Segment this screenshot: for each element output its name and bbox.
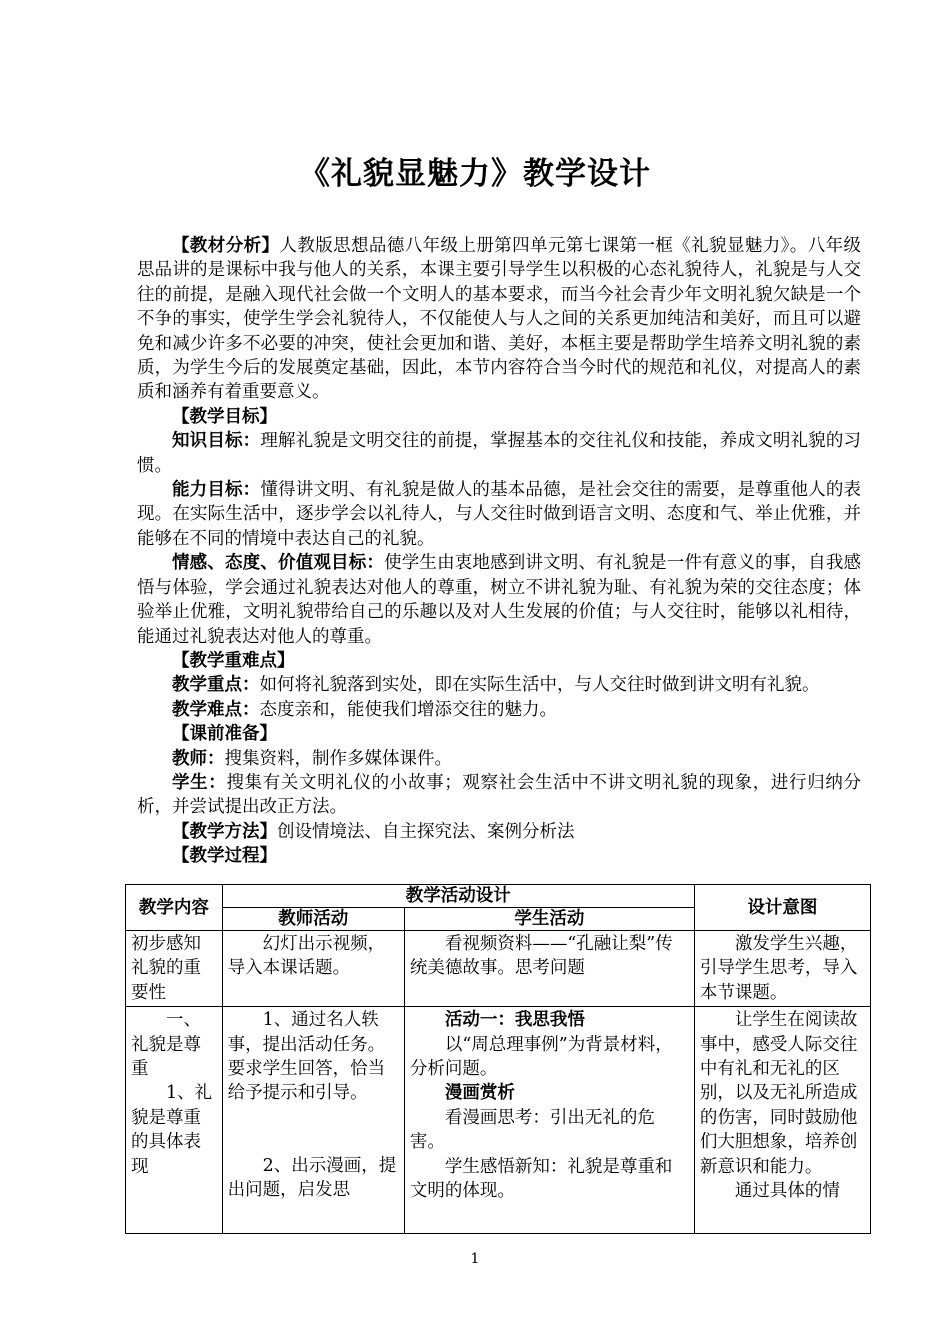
table-header-row (126, 885, 871, 908)
header-intent: 设计意图 (694, 885, 870, 931)
ability-goal (137, 478, 861, 551)
row2-content-b: 1、礼貌是尊重的具体表现 (131, 1083, 213, 1177)
difficult-point (137, 698, 861, 722)
teacher-prep (137, 747, 861, 771)
row2-intent-a: 让学生在阅读故事中，感受人际交往中有礼和无礼的区别，以及无礼所造成的伤害，同时鼓励他们大胆想象，培养创新意识和能力。 (699, 1010, 858, 1177)
method-paragraph (137, 820, 861, 844)
prep-heading (137, 722, 861, 746)
row2-teacher-b: 2、出示漫画，提出问题，启发思 (227, 1155, 397, 1201)
knowledge-goal-text: 理解礼貌是文明交往的前提，掌握基本的交往礼仪和技能，养成文明礼貌的习惯。 (137, 431, 862, 476)
emotion-goal (137, 551, 861, 649)
spacer (228, 1106, 399, 1154)
row2-teacher-a: 1、通过名人轶事，提出活动任务。要求学生回答，恰当给予提示和引导。 (227, 1010, 386, 1104)
method-text: 创设情境法、自主探究法、案例分析法 (277, 821, 575, 842)
row1-intent-text: 激发学生兴趣，引导学生思考，导入本节课题。 (699, 934, 858, 1003)
row2-content-a: 一、礼貌是尊重 (131, 1010, 201, 1080)
emotion-goal-text: 使学生由衷地感到讲文明、有礼貌是一件有意义的事，自我感悟与体验，学会通过礼貌表达对他人的尊重，树立不讲礼貌为耻、有礼貌为荣的交往态度；体验举止优雅，文明礼貌带给自己的乐趣以及对人生发展的价值；与人交往时，能够以礼相待，能通过礼貌表达对他人的尊重。 (137, 553, 862, 647)
row1-student (404, 931, 694, 1007)
student-prep-label: 学生： (172, 772, 227, 793)
analysis-text: 人教版思想品德八年级上册第四单元第七课第一框《礼貌显魅力》。八年级思品讲的是课标中我与他人的关系，本课主要引导学生以积极的心态礼貌待人，礼貌是与人交往的前提，是融入现代社会做一个文明人的基本要求，而当今社会青少年文明礼貌欠缺是一个不争的事实，使学生学会礼貌待人，不仅能使人与人之间的关系更加纯洁和美好，而且可以避免和减少许多不必要的冲突，使社会更加和谐、美好，本框主要是帮助学生培养文明礼貌的素质，为学生今后的发展奠定基础，因此，本节内容符合当今时代的规范和礼仪，对提高人的素质和涵养有着重要意义。 (137, 236, 862, 403)
analysis-label: 【教材分析】 (172, 236, 280, 256)
student-prep-text: 搜集有关文明礼仪的小故事；观察社会生活中不讲文明礼貌的现象，进行归纳分析，并尝试提出改正方法。 (137, 772, 862, 818)
key-point-label: 教学重点： (172, 675, 260, 696)
key-point-text: 如何将礼貌落到实处，即在实际生活中，与人交往时做到讲文明有礼貌。 (259, 675, 820, 696)
table-row (126, 931, 871, 1007)
row2-intent (694, 1007, 870, 1234)
document-body (137, 234, 861, 869)
analysis-paragraph (137, 234, 861, 405)
page-number: 1 (470, 1251, 480, 1267)
keypoints-heading (137, 649, 861, 673)
row2-student-p3: 学生感悟新知：礼貌是尊重和文明的体现。 (409, 1156, 673, 1202)
prep-heading-text: 【课前准备】 (172, 724, 277, 745)
row1-content-text: 初步感知礼貌的重要性 (131, 934, 201, 1003)
activity2-title (410, 1081, 689, 1105)
teacher-prep-label: 教师： (172, 748, 225, 769)
row2-student (404, 1007, 694, 1234)
row1-student-text: 看视频资料——“孔融让梨”传统美德故事。思考问题 (409, 934, 673, 979)
row1-content (126, 931, 223, 1007)
difficult-point-text: 态度亲和，能使我们增添交往的魅力。 (259, 699, 557, 720)
activity2-title-text: 漫画赏析 (444, 1083, 515, 1104)
header-activity: 教学活动设计 (222, 885, 694, 908)
header-teacher: 教师活动 (222, 908, 404, 931)
activity1-title-text: 活动一：我思我悟 (444, 1010, 585, 1031)
header-student: 学生活动 (404, 908, 694, 931)
teacher-prep-text: 搜集资料，制作多媒体课件。 (224, 748, 452, 769)
row2-student-p2: 看漫画思考：引出无礼的危害。 (409, 1107, 655, 1153)
knowledge-goal (137, 429, 861, 478)
row2-content (126, 1007, 223, 1234)
row2-student-p1: 以“周总理事例”为背景材料，分析问题。 (409, 1034, 673, 1080)
row1-teacher-text: 幻灯出示视频，导入本课话题。 (227, 934, 386, 979)
knowledge-goal-label: 知识目标： (172, 431, 261, 452)
student-prep (137, 771, 861, 820)
row1-teacher (222, 931, 404, 1007)
row1-intent (694, 931, 870, 1007)
goals-heading-text: 【教学目标】 (172, 406, 277, 427)
ability-goal-text: 懂得讲文明、有礼貌是做人的基本品德，是社会交往的需要，是尊重他人的表现。在实际生活中，逐步学会以礼待人，与人交往时做到语言文明、态度和气、举止优雅，并能够在不同的情境中表达自己的礼貌。 (137, 480, 862, 549)
goals-heading (137, 405, 861, 429)
header-content: 教学内容 (126, 885, 223, 931)
row2-teacher (222, 1007, 404, 1234)
process-heading-text: 【教学过程】 (172, 846, 277, 867)
row2-intent-b: 通过具体的情 (734, 1181, 840, 1202)
ability-goal-label: 能力目标： (172, 480, 261, 501)
difficult-point-label: 教学难点： (172, 699, 260, 720)
method-label: 【教学方法】 (172, 821, 277, 842)
emotion-goal-label: 情感、态度、价值观目标： (172, 553, 385, 574)
document-title: 《礼貌显魅力》教学设计 (299, 156, 651, 192)
table-row (126, 1007, 871, 1234)
process-table (125, 884, 871, 1234)
keypoints-heading-text: 【教学重难点】 (172, 650, 295, 671)
key-point (137, 673, 861, 697)
process-heading (137, 844, 861, 868)
activity1-title (410, 1008, 689, 1032)
